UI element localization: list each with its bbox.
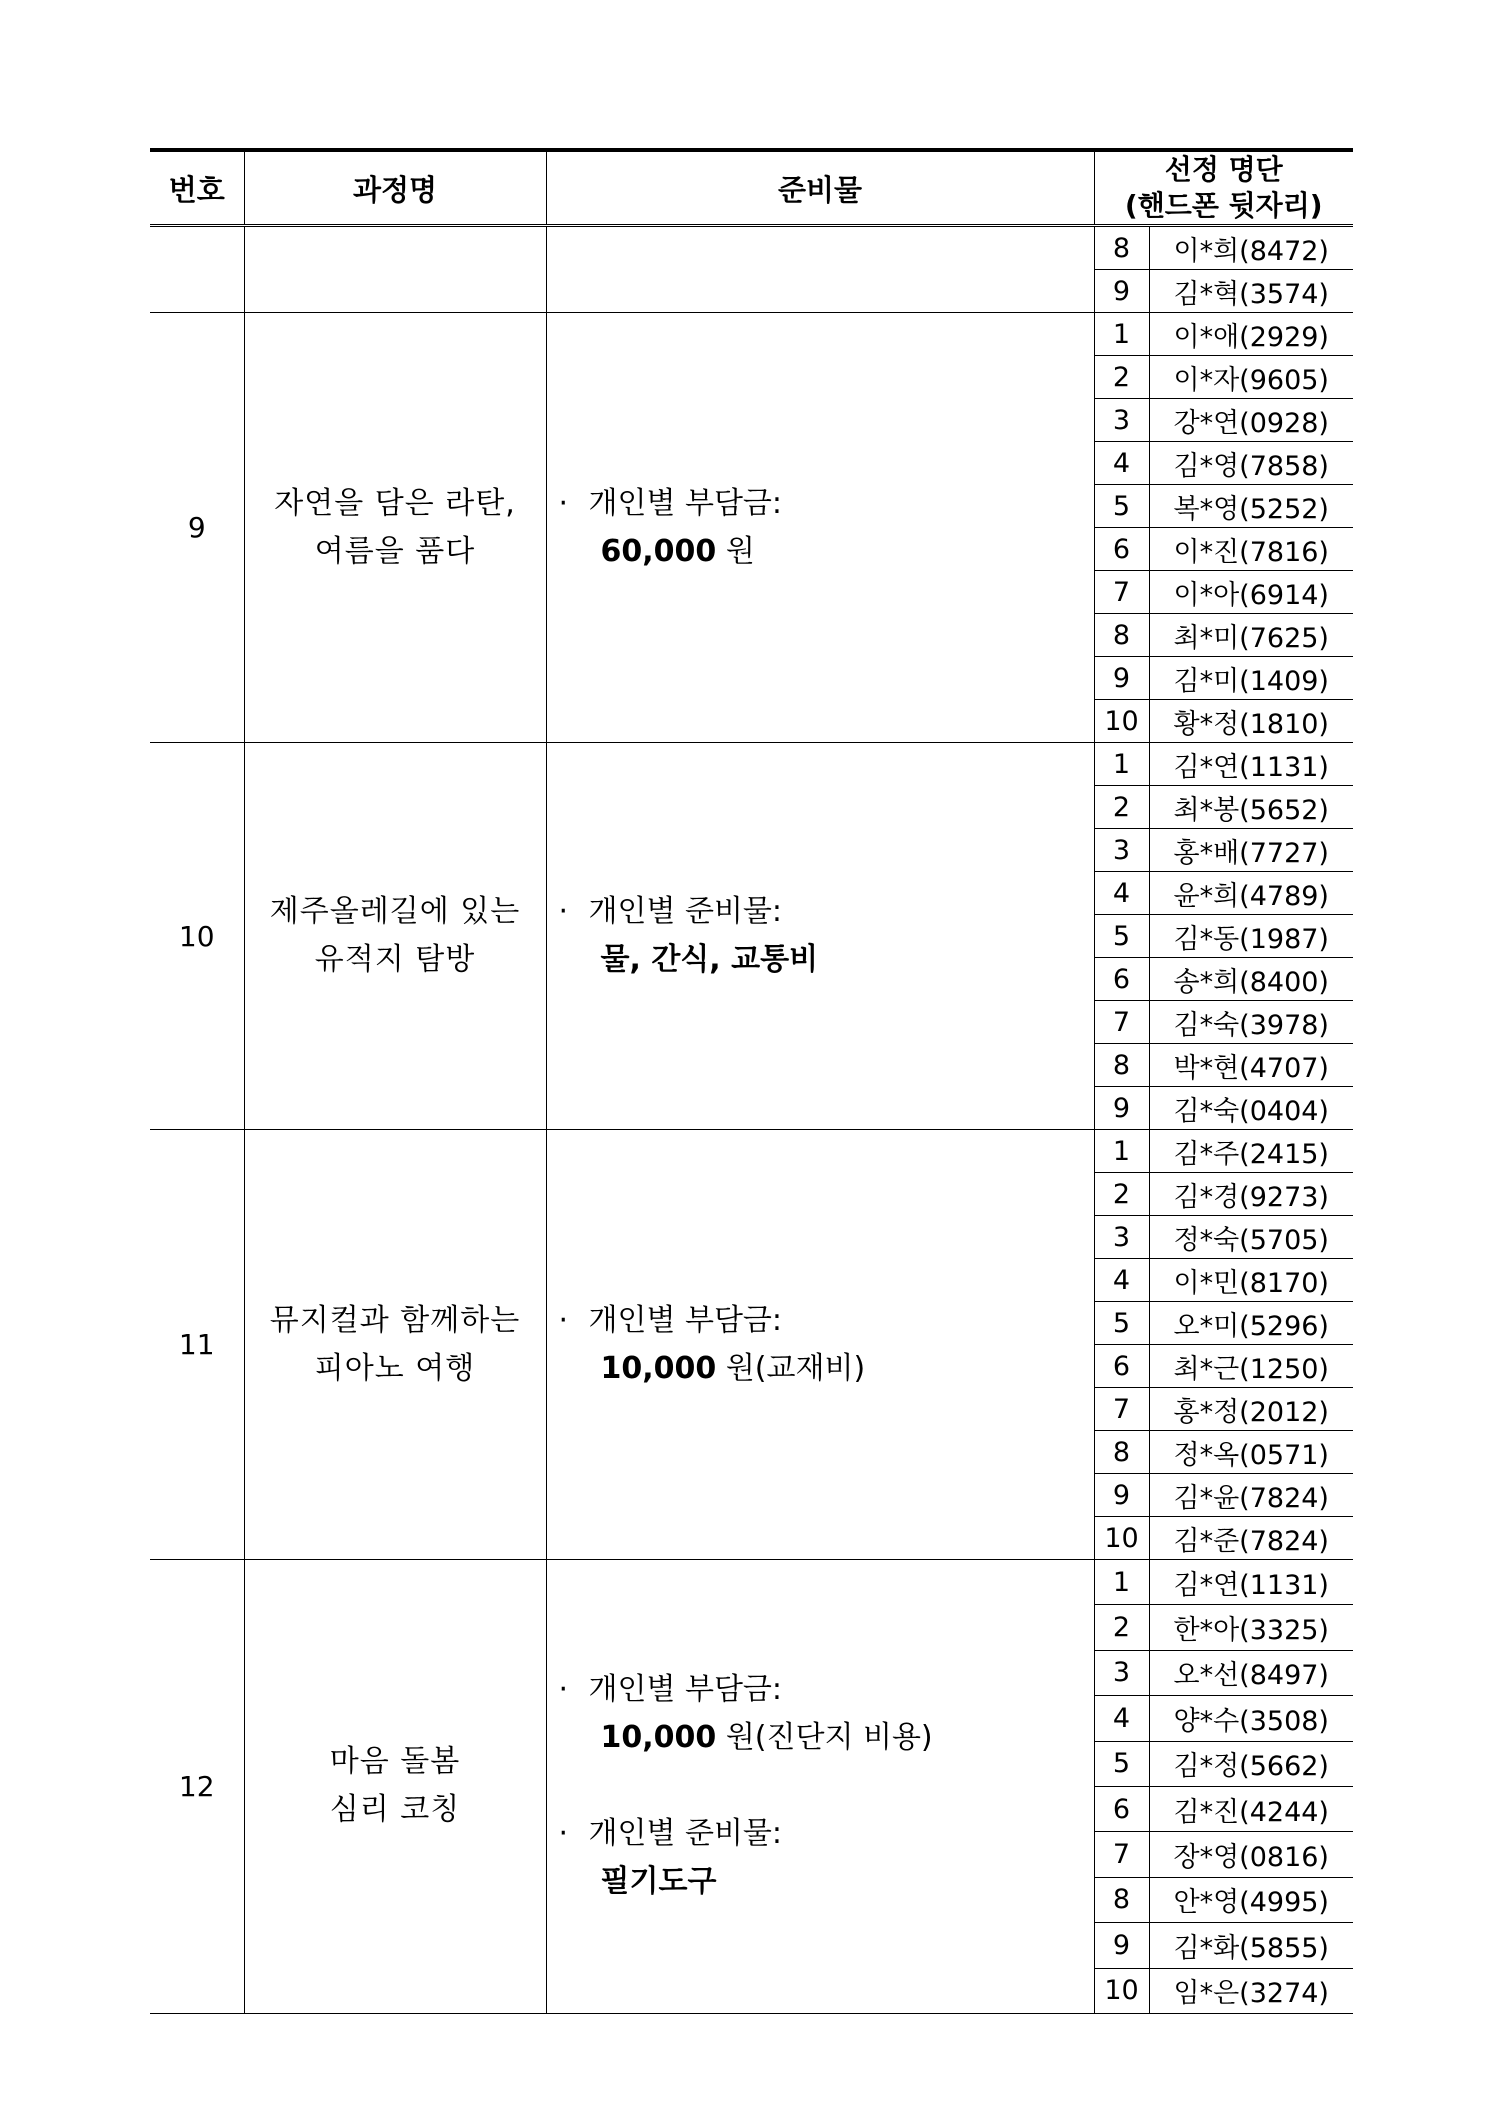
course-row-10 <box>150 743 1353 1130</box>
course-title <box>244 1560 546 2014</box>
course-title-line: 뮤지컬과 함께하는 <box>269 1302 521 1338</box>
name-index: 8 <box>1095 1431 1150 1474</box>
course-number: 12 <box>150 1560 244 2014</box>
selected-person: 김*윤(7824) <box>1149 1474 1353 1517</box>
selected-person: 김*정(5662) <box>1149 1741 1353 1786</box>
bullet-glyph: · <box>558 485 569 521</box>
course-number-cell <box>150 226 244 313</box>
course-title-line: 피아노 여행 <box>314 1350 476 1386</box>
selection-list-document <box>150 148 1353 2014</box>
name-index: 4 <box>1095 442 1150 485</box>
name-row <box>1095 1560 1354 1605</box>
prep-label: 개인별 부담금: <box>588 485 783 521</box>
header-course-name: 과정명 <box>244 150 546 226</box>
course-title-line: 마음 돌봄 <box>329 1744 461 1780</box>
names-list <box>1095 1560 1354 2013</box>
course-prep-cell <box>546 226 1094 313</box>
prep-amount: 60,000 <box>600 533 717 569</box>
name-row <box>1095 614 1354 657</box>
name-index: 5 <box>1095 485 1150 528</box>
name-index: 4 <box>1095 872 1150 915</box>
course-title-line: 심리 코칭 <box>329 1792 461 1828</box>
name-index: 5 <box>1095 1741 1150 1786</box>
selected-person: 김*숙(0404) <box>1173 1095 1329 1127</box>
name-row <box>1095 743 1354 786</box>
prep-amount: 10,000 <box>600 1720 717 1756</box>
selected-person: 최*미(7625) <box>1149 614 1353 657</box>
name-index: 2 <box>1095 1605 1150 1650</box>
selected-person: 김*주(2415) <box>1149 1130 1353 1173</box>
name-row <box>1095 1044 1354 1087</box>
name-row <box>1095 571 1354 614</box>
selected-person: 김*미(1409) <box>1149 657 1353 700</box>
name-row <box>1095 356 1354 399</box>
name-index: 10 <box>1095 1968 1150 2013</box>
name-row <box>1095 1345 1354 1388</box>
names-list <box>1095 313 1354 742</box>
name-index: 6 <box>1095 1345 1150 1388</box>
header-selected-list <box>1094 150 1353 226</box>
prep-amount: 10,000 <box>600 1350 717 1386</box>
course-row-11 <box>150 1130 1353 1560</box>
selected-person: 이*민(8170) <box>1149 1259 1353 1302</box>
prep-unit: 원(진단지 비용) <box>716 1720 933 1756</box>
selected-person: 송*희(8400) <box>1149 958 1353 1001</box>
course-title-line: 유적지 탐방 <box>314 942 476 977</box>
name-row <box>1095 1087 1354 1130</box>
name-row <box>1095 1474 1354 1517</box>
name-index: 9 <box>1095 1087 1150 1130</box>
name-row <box>1095 1741 1354 1786</box>
prep-items: 물, 간식, 교통비 <box>600 942 819 977</box>
name-row <box>1095 1923 1354 1968</box>
name-row <box>1095 227 1354 270</box>
name-row <box>1095 1968 1354 2013</box>
prep-label: 개인별 부담금: <box>588 1672 783 1708</box>
name-index: 2 <box>1095 786 1150 829</box>
selected-person: 한*아(3325) <box>1149 1605 1353 1650</box>
name-index: 7 <box>1095 571 1150 614</box>
selected-person: 박*현(4707) <box>1149 1044 1353 1087</box>
course-prep <box>546 313 1094 743</box>
course-row-continued <box>150 226 1353 313</box>
name-index: 7 <box>1095 1832 1150 1877</box>
selected-person: 복*영(5252) <box>1149 485 1353 528</box>
selected-person: 김*동(1987) <box>1149 915 1353 958</box>
bullet-glyph: · <box>558 894 569 929</box>
names-list <box>1095 743 1354 1129</box>
selected-person: 최*근(1250) <box>1149 1345 1353 1388</box>
name-index: 8 <box>1095 1877 1150 1922</box>
table-header-row <box>150 150 1353 226</box>
names-cell <box>1094 743 1353 1130</box>
prep-unit: 원 <box>716 533 755 569</box>
course-prep <box>546 743 1094 1130</box>
name-row <box>1095 1786 1354 1831</box>
header-number: 번호 <box>150 150 244 226</box>
selected-person: 오*선(8497) <box>1149 1650 1353 1695</box>
prep-label: 개인별 준비물: <box>588 894 783 929</box>
name-index: 10 <box>1095 1517 1150 1560</box>
selected-person: 이*진(7816) <box>1149 528 1353 571</box>
name-row <box>1095 313 1354 356</box>
course-title-line: 여름을 품다 <box>314 533 476 569</box>
name-row <box>1095 1130 1354 1173</box>
course-number: 9 <box>150 313 244 743</box>
selected-person: 양*수(3508) <box>1149 1696 1353 1741</box>
course-title-cell <box>244 226 546 313</box>
name-index: 5 <box>1095 915 1150 958</box>
names-cell <box>1094 226 1353 313</box>
name-index: 9 <box>1095 1474 1150 1517</box>
course-selection-table <box>150 148 1353 2014</box>
name-row <box>1095 700 1354 743</box>
course-title-line: 자연을 담은 라탄, <box>274 485 516 521</box>
bullet-glyph: · <box>558 1816 569 1852</box>
name-row <box>1095 442 1354 485</box>
name-row <box>1095 657 1354 700</box>
name-index: 8 <box>1095 614 1150 657</box>
selected-person: 오*미(5296) <box>1149 1302 1353 1345</box>
selected-person: 정*숙(5705) <box>1149 1216 1353 1259</box>
name-row <box>1095 829 1354 872</box>
selected-person: 홍*배(7727) <box>1149 829 1353 872</box>
name-index: 6 <box>1095 528 1150 571</box>
selected-person: 홍*정(2012) <box>1149 1388 1353 1431</box>
selected-person: 김*화(5855) <box>1149 1923 1353 1968</box>
selected-person: 이*희(8472) <box>1149 227 1353 270</box>
header-preparation: 준비물 <box>546 150 1094 226</box>
name-index: 1 <box>1095 313 1150 356</box>
name-index: 1 <box>1095 743 1150 786</box>
name-index: 2 <box>1095 1173 1150 1216</box>
selected-person: 김*연(1131) <box>1149 1560 1353 1605</box>
name-row <box>1095 399 1354 442</box>
name-row <box>1095 1605 1354 1650</box>
header-selected-list-subtitle: (핸드폰 뒷자리) <box>1124 189 1323 222</box>
prep-items: 필기도구 <box>600 1864 717 1900</box>
name-row <box>1095 958 1354 1001</box>
name-row <box>1095 1001 1354 1044</box>
name-index: 3 <box>1095 1650 1150 1695</box>
name-row <box>1095 786 1354 829</box>
name-row <box>1095 1650 1354 1695</box>
name-row <box>1095 1696 1354 1741</box>
name-index: 5 <box>1095 1302 1150 1345</box>
selected-person: 윤*희(4789) <box>1149 872 1353 915</box>
name-row <box>1095 872 1354 915</box>
course-title <box>244 1130 546 1560</box>
selected-person: 김*진(4244) <box>1149 1786 1353 1831</box>
names-cell <box>1094 313 1353 743</box>
bullet-glyph: · <box>558 1672 569 1708</box>
name-index: 9 <box>1095 270 1150 313</box>
name-index: 8 <box>1095 227 1150 270</box>
name-row <box>1095 1388 1354 1431</box>
course-prep <box>546 1560 1094 2014</box>
names-list <box>1095 227 1354 312</box>
selected-person: 정*옥(0571) <box>1149 1431 1353 1474</box>
selected-person: 임*은(3274) <box>1173 1978 1329 2010</box>
name-index: 4 <box>1095 1259 1150 1302</box>
bullet-glyph: · <box>558 1302 569 1338</box>
name-index: 10 <box>1095 700 1150 743</box>
selected-person: 이*자(9605) <box>1149 356 1353 399</box>
name-index: 8 <box>1095 1044 1150 1087</box>
name-index: 3 <box>1095 829 1150 872</box>
name-row <box>1095 1216 1354 1259</box>
course-number: 11 <box>150 1130 244 1560</box>
name-index: 3 <box>1095 1216 1150 1259</box>
name-row <box>1095 1173 1354 1216</box>
names-cell <box>1094 1130 1353 1560</box>
name-row <box>1095 528 1354 571</box>
name-index: 1 <box>1095 1130 1150 1173</box>
selected-person: 김*혁(3574) <box>1173 278 1329 310</box>
selected-person: 안*영(4995) <box>1149 1877 1353 1922</box>
name-index: 9 <box>1095 657 1150 700</box>
prep-unit: 원(교재비) <box>716 1350 866 1386</box>
name-row <box>1095 1302 1354 1345</box>
selected-person: 김*숙(3978) <box>1149 1001 1353 1044</box>
name-index: 6 <box>1095 958 1150 1001</box>
name-row <box>1095 1517 1354 1560</box>
name-index: 7 <box>1095 1001 1150 1044</box>
name-index: 2 <box>1095 356 1150 399</box>
selected-person: 황*정(1810) <box>1173 708 1329 740</box>
name-row <box>1095 1431 1354 1474</box>
selected-person: 김*연(1131) <box>1149 743 1353 786</box>
name-index: 3 <box>1095 399 1150 442</box>
selected-person: 이*아(6914) <box>1149 571 1353 614</box>
name-index: 7 <box>1095 1388 1150 1431</box>
name-row <box>1095 485 1354 528</box>
names-cell <box>1094 1560 1353 2014</box>
name-index: 1 <box>1095 1560 1150 1605</box>
course-title <box>244 313 546 743</box>
name-row <box>1095 1259 1354 1302</box>
name-row <box>1095 915 1354 958</box>
prep-label: 개인별 부담금: <box>588 1302 783 1338</box>
prep-label: 개인별 준비물: <box>588 1816 783 1852</box>
name-row <box>1095 1877 1354 1922</box>
selected-person: 최*봉(5652) <box>1149 786 1353 829</box>
course-title <box>244 743 546 1130</box>
course-row-12 <box>150 1560 1353 2014</box>
course-prep <box>546 1130 1094 1560</box>
name-row <box>1095 1832 1354 1877</box>
course-row-9 <box>150 313 1353 743</box>
name-row <box>1095 270 1354 313</box>
name-index: 9 <box>1095 1923 1150 1968</box>
course-number: 10 <box>150 743 244 1130</box>
names-list <box>1095 1130 1354 1559</box>
header-selected-list-title: 선정 명단 <box>1164 153 1283 186</box>
name-index: 4 <box>1095 1696 1150 1741</box>
selected-person: 김*경(9273) <box>1149 1173 1353 1216</box>
selected-person: 김*영(7858) <box>1149 442 1353 485</box>
course-title-line: 제주올레길에 있는 <box>269 894 521 929</box>
selected-person: 김*준(7824) <box>1173 1525 1329 1557</box>
name-index: 6 <box>1095 1786 1150 1831</box>
selected-person: 장*영(0816) <box>1149 1832 1353 1877</box>
selected-person: 강*연(0928) <box>1149 399 1353 442</box>
selected-person: 이*애(2929) <box>1149 313 1353 356</box>
